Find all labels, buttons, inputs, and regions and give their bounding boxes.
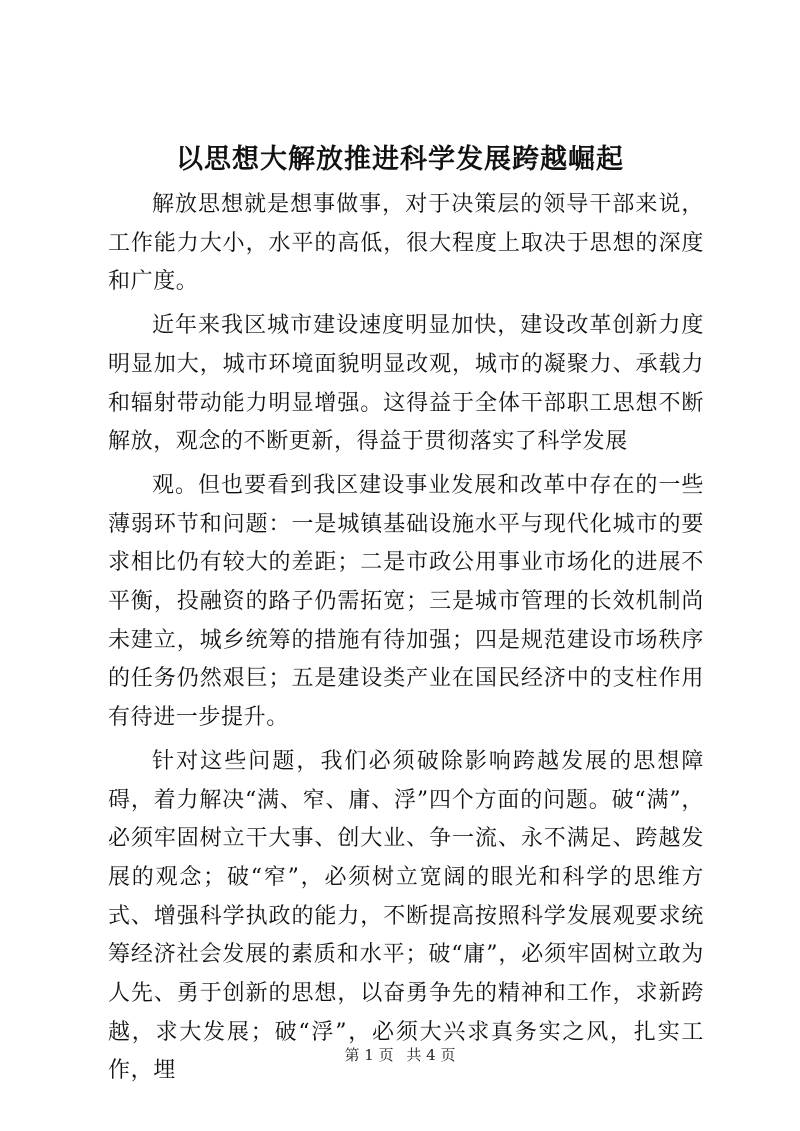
paragraph-2: 近年来我区城市建设速度明显加快，建设改革创新力度明显加大，城市环境面貌明显改观，城市的凝聚力、承载力和辐射带动能力明显增强。这得益于全体干部职工思想不断解放，观念的不断更新，得益于贯彻落实了科学发展	[108, 313, 704, 455]
paragraph-4: 针对这些问题，我们必须破除影响跨越发展的思想障碍，着力解决“满、窄、庸、浮”四个方面的问题。破“满”，必须牢固树立干大事、创大业、争一流、永不满足、跨越发展的观念；破“窄”，必须树立宽阔的眼光和科学的思维方式、增强科学执政的能力，不断提高按照科学发展观要求统筹经济社会发展的素质和水平；破“庸”，必须牢固树立敢为人先、勇于创新的思想，以奋勇争先的精神和工作，求新跨越，求大发展；破“浮”，必须大兴求真务实之风，扎实工作，埋	[108, 748, 704, 1084]
paragraph-3: 观。但也要看到我区建设事业发展和改革中存在的一些薄弱环节和问题：一是城镇基础设施水平与现代化城市的要求相比仍有较大的差距；二是市政公用事业市场化的进展不平衡，投融资的路子仍需拓宽；三是城市管理的长效机制尚未建立，城乡统筹的措施有待加强；四是规范建设市场秩序的任务仍然艰巨；五是建设类产业在国民经济中的支柱作用有待进一步提升。	[108, 472, 704, 731]
document-body	[108, 186, 704, 1091]
document-title: 以思想大解放推进科学发展跨越崛起	[176, 144, 624, 175]
paragraph-1: 解放思想就是想事做事，对于决策层的领导干部来说，工作能力大小，水平的高低，很大程度上取决于思想的深度和广度。	[108, 192, 704, 295]
page-footer	[0, 1044, 800, 1066]
page-total: 共 4 页	[406, 1046, 456, 1064]
page-number: 第 1 页	[344, 1046, 394, 1064]
